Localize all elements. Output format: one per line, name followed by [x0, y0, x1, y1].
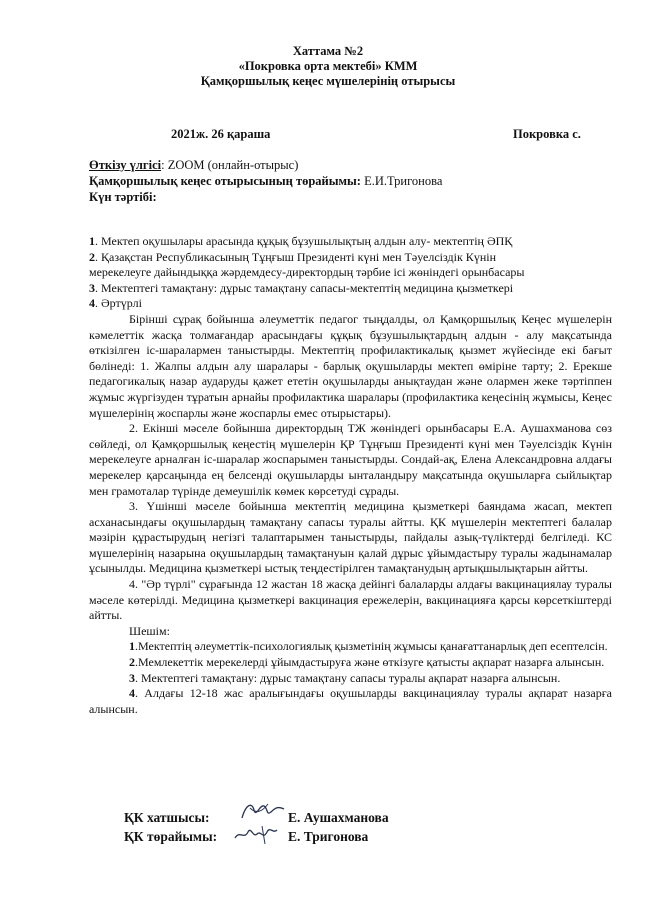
secretary-handwritten-signature: [238, 800, 288, 822]
organization-name: «Покровка орта мектебі» КММ: [238, 59, 418, 73]
format-line: [89, 157, 298, 173]
chair-sign-label: ҚК төрайымы:: [124, 829, 218, 844]
agenda-item: мерекелеуге дайындыққа жәрдемдесу-директордың тәрбие ісі жөніндегі орынбасары: [89, 265, 525, 280]
chair-name: Е. Тригонова: [288, 829, 369, 844]
meeting-date: 2021ж. 26 қараша: [171, 127, 271, 141]
chair-line: [89, 173, 442, 189]
decision-item: 4. Алдағы 12-18 жас аралығындағы оқушыларды вакцинациялау туралы ақпарат назарға алынсын.: [89, 686, 612, 716]
agenda-item: 3. Мектептегі тамақтану: дұрыс тамақтану сапасы-мектептің медицина қызметкері: [89, 280, 514, 295]
agenda-item: 1. Мектеп оқушылары арасында құқық бұзушылықтың алдын алу- мектептің ӘПҚ: [89, 234, 513, 248]
decision-item: 1.Мектептің әлеуметтік-психологиялық қызметінің жұмысы қанағаттанарлық деп есептелсін.: [129, 639, 608, 654]
decision-item: 3. Мектептегі тамақтану: дұрыс тамақтану сапасы туралы ақпарат назарға алынсын.: [129, 670, 561, 685]
agenda-heading: Күн тәртібі:: [89, 190, 157, 204]
agenda-item: 2. Қазақстан Республикасының Тұңғыш Президенті күні мен Тәуелсіздік Күнін: [89, 249, 496, 264]
secretary-signature-line: [124, 810, 389, 826]
chair-signature-line: [124, 829, 369, 845]
protocol-number: Хаттама №2: [292, 44, 364, 58]
meeting-title: Қамқоршылық кеңес мүшелерінің отырысы: [200, 74, 456, 88]
agenda-item: 4. Әртүрлі: [89, 296, 142, 311]
chair-label: Қамқоршылық кеңес отырысының төрайымы:: [89, 174, 361, 188]
secretary-name: Е. Аушахманова: [288, 810, 389, 825]
paragraph: 2. Екінші мәселе бойынша директордың ТЖ жөніндегі орынбасары Е.А. Аушахманова сөз сөйледі, ол Қамқоршылық кеңестің мүшелерін ҚР Тұңғыш Президенті күні мен Тәуелсіздік Күнін мерекелеуге арналған іс-шаралар жоспарымен таныстырды. Сондай-ақ, Елена Александровна алдағы мерекелер қарсаңында ең белсенді оқушыларды ынталандыру мақсатында оқушыларға сыйлықтар мен грамоталар түрінде демеушілік көмек көрсетуді сұрады.: [89, 421, 612, 498]
format-value: : ZOOM (онлайн-отырыс): [161, 158, 299, 172]
chair-value: Е.И.Тригонова: [360, 174, 443, 188]
paragraph: 4. "Әр түрлі" сұрағында 12 жастан 18 жасқа дейінгі балаларды алдағы вакцинациялау туралы мәселе көтерілді. Медицина қызметкері вакцинация ережелерін, вакцинацияға қарсы көрсеткіштерді айтты.: [89, 577, 612, 623]
document-header: [0, 44, 656, 89]
agenda-list: [89, 234, 612, 312]
meeting-place: Покровка с.: [513, 127, 581, 141]
paragraph: Бірінші сұрақ бойынша әлеуметтік педагог тыңдалды, ол Қамқоршылық Кеңес мүшелерін кәмелеттік жасқа толмағандар арасындағы құқық бұзушылықтардың алдын - алу мақсатында өткізілген іс-шаралармен таныстырды. Мектептің профилактикалық қызмет жүйесінде екі бағыт бөлінеді: 1. Жалпы алдын алу шаралары - барлық оқушыларды мектеп өміріне тарту; 2. Ерекше педагогикалық назар аударуды қажет ететін оқушыларды анықтаудан және олармен жеке тәртіппен жұмыс жүргізуден тұратын арнайы профилактика шаралары (профилактика кеңесінің жұмысы, Кеңес мүшелерінің жоспарлы және жоспарлы емес отырыстары).: [89, 311, 612, 420]
chair-handwritten-signature: [232, 822, 280, 846]
secretary-label: ҚК хатшысы:: [124, 810, 210, 825]
format-label: Өткізу үлгісі: [89, 158, 162, 172]
decision-heading: Шешім:: [129, 623, 170, 638]
paragraph: 3. Үшінші мәселе бойынша мектептің медицина қызметкері баяндама жасап, мектеп асханасындағы оқушылардың тамақтану сапасы туралы айтты. ҚК мүшелерін мектептегі балалар мәзірін құрастырудың негізгі талаптарымен таныстырды, пайдалы азық-түліктерді белгіледі. КС мүшелерінің назарына оқушылардың тамақтануын қалай дұрыс ұйымдастыру туралы жадынамалар ұсынылды. Медицина қызметкері ыстық теңдестірілген тамақтанудың артықшылықтарын айтты.: [89, 499, 612, 576]
decision-item: 2.Мемлекеттік мерекелерді ұйымдастыруға және өткізуге қатысты ақпарат назарға алынсын.: [129, 655, 605, 670]
document-body: [89, 234, 612, 717]
